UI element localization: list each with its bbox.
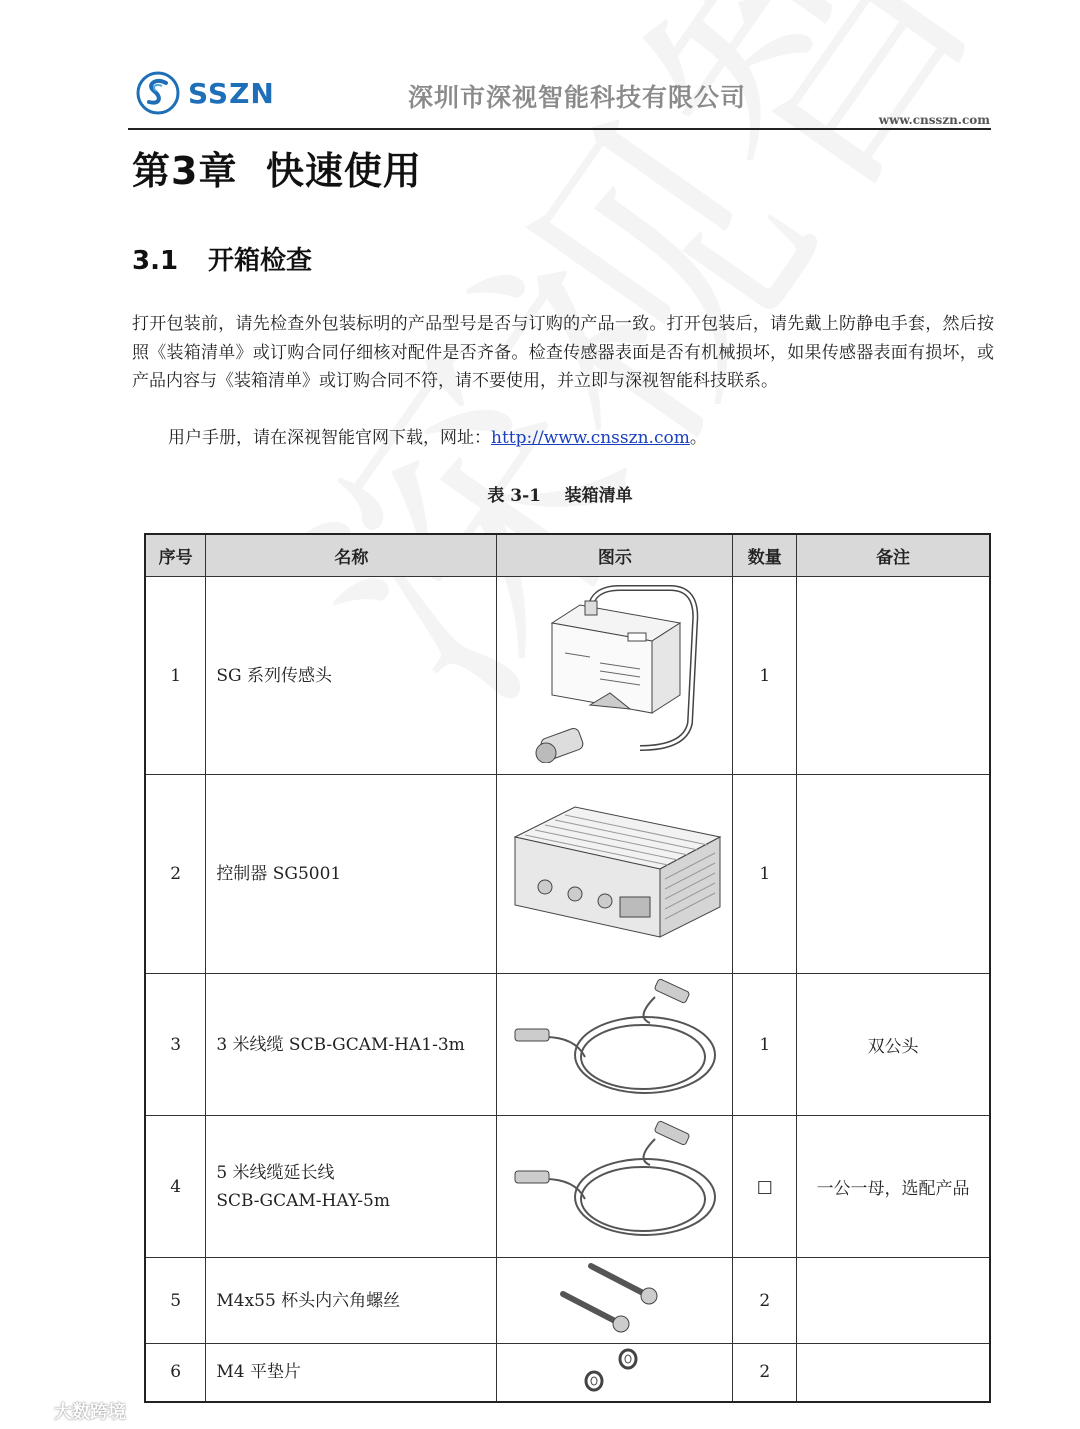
footer-watermark-logo-icon — [10, 1399, 50, 1423]
row-no: 6 — [145, 1344, 206, 1402]
cable-icon — [505, 1119, 725, 1249]
section-heading — [132, 240, 312, 277]
header-divider — [128, 128, 991, 130]
table-row — [145, 1344, 990, 1402]
table-row — [145, 1116, 990, 1258]
row-note — [797, 775, 990, 974]
row-image — [497, 775, 733, 974]
packing-list-table — [144, 533, 991, 1403]
row-image — [497, 577, 733, 775]
cable-icon — [505, 977, 725, 1107]
logo-text: SSZN — [188, 76, 275, 110]
table-header-row — [145, 534, 990, 577]
header-qty: 数量 — [733, 534, 797, 577]
row-qty: 2 — [733, 1344, 797, 1402]
manual-download-paragraph — [168, 424, 707, 452]
row-note: 双公头 — [797, 974, 990, 1116]
row-name: 3 米线缆 SCB-GCAM-HA1-3m — [206, 974, 497, 1116]
row-name-line2: SCB-GCAM-HAY-5m — [216, 1190, 390, 1211]
manual-download-text: 用户手册，请在深视智能官网下载，网址： — [168, 428, 491, 448]
row-no: 4 — [145, 1116, 206, 1258]
row-no: 5 — [145, 1258, 206, 1344]
washer-icon — [580, 1345, 650, 1395]
section-number: 3.1 — [132, 246, 179, 276]
row-image — [497, 974, 733, 1116]
company-name: 深圳市深视智能科技有限公司 — [408, 83, 747, 112]
row-qty: 1 — [733, 775, 797, 974]
table-row — [145, 1258, 990, 1344]
table-row — [145, 974, 990, 1116]
row-qty-checkbox: □ — [733, 1116, 797, 1258]
row-name: M4 平垫片 — [206, 1344, 497, 1402]
controller-icon — [505, 797, 725, 947]
row-note — [797, 577, 990, 775]
sensor-head-icon — [530, 583, 700, 763]
row-no: 3 — [145, 974, 206, 1116]
row-qty: 2 — [733, 1258, 797, 1344]
row-image — [497, 1116, 733, 1258]
chapter-title: 第3章 快速使用 — [132, 149, 422, 193]
sszn-logo-icon — [136, 71, 180, 115]
website-link[interactable]: http://www.cnsszn.com — [491, 428, 690, 448]
table-caption: 表 3-1 装箱清单 — [487, 486, 633, 506]
table-row — [145, 775, 990, 974]
row-qty: 1 — [733, 974, 797, 1116]
header-image: 图示 — [497, 534, 733, 577]
row-no: 1 — [145, 577, 206, 775]
company-logo — [136, 70, 276, 116]
row-note — [797, 1344, 990, 1402]
header-name: 名称 — [206, 534, 497, 577]
manual-download-suffix: 。 — [689, 428, 707, 448]
row-name: SG 系列传感头 — [206, 577, 497, 775]
row-name — [206, 1116, 497, 1258]
row-image — [497, 1344, 733, 1402]
footer-watermark-text: 大数跨境 — [54, 1402, 126, 1423]
screw-icon — [555, 1258, 675, 1338]
website-text: www.cnsszn.com — [878, 113, 990, 127]
header-note: 备注 — [797, 534, 990, 577]
row-no: 2 — [145, 775, 206, 974]
row-note — [797, 1258, 990, 1344]
table-row — [145, 577, 990, 775]
row-name: M4x55 杯头内六角螺丝 — [206, 1258, 497, 1344]
intro-paragraph: 打开包装前，请先检查外包装标明的产品型号是否与订购的产品一致。打开包装后，请先戴上防静电手套，然后按照《装箱清单》或订购合同仔细核对配件是否齐备。检查传感器表面是否有机械损坏，如果传感器表面有损坏，或产品内容与《装箱清单》或订购合同不符，请不要使用，并立即与深视智能科技联系。 — [132, 314, 994, 391]
row-qty: 1 — [733, 577, 797, 775]
section-title: 开箱检查 — [208, 246, 313, 276]
row-note: 一公一母，选配产品 — [797, 1116, 990, 1258]
row-name-line1: 5 米线缆延长线 — [216, 1162, 335, 1183]
footer-watermark — [10, 1398, 126, 1424]
row-name: 控制器 SG5001 — [206, 775, 497, 974]
row-image — [497, 1258, 733, 1344]
header-no: 序号 — [145, 534, 206, 577]
